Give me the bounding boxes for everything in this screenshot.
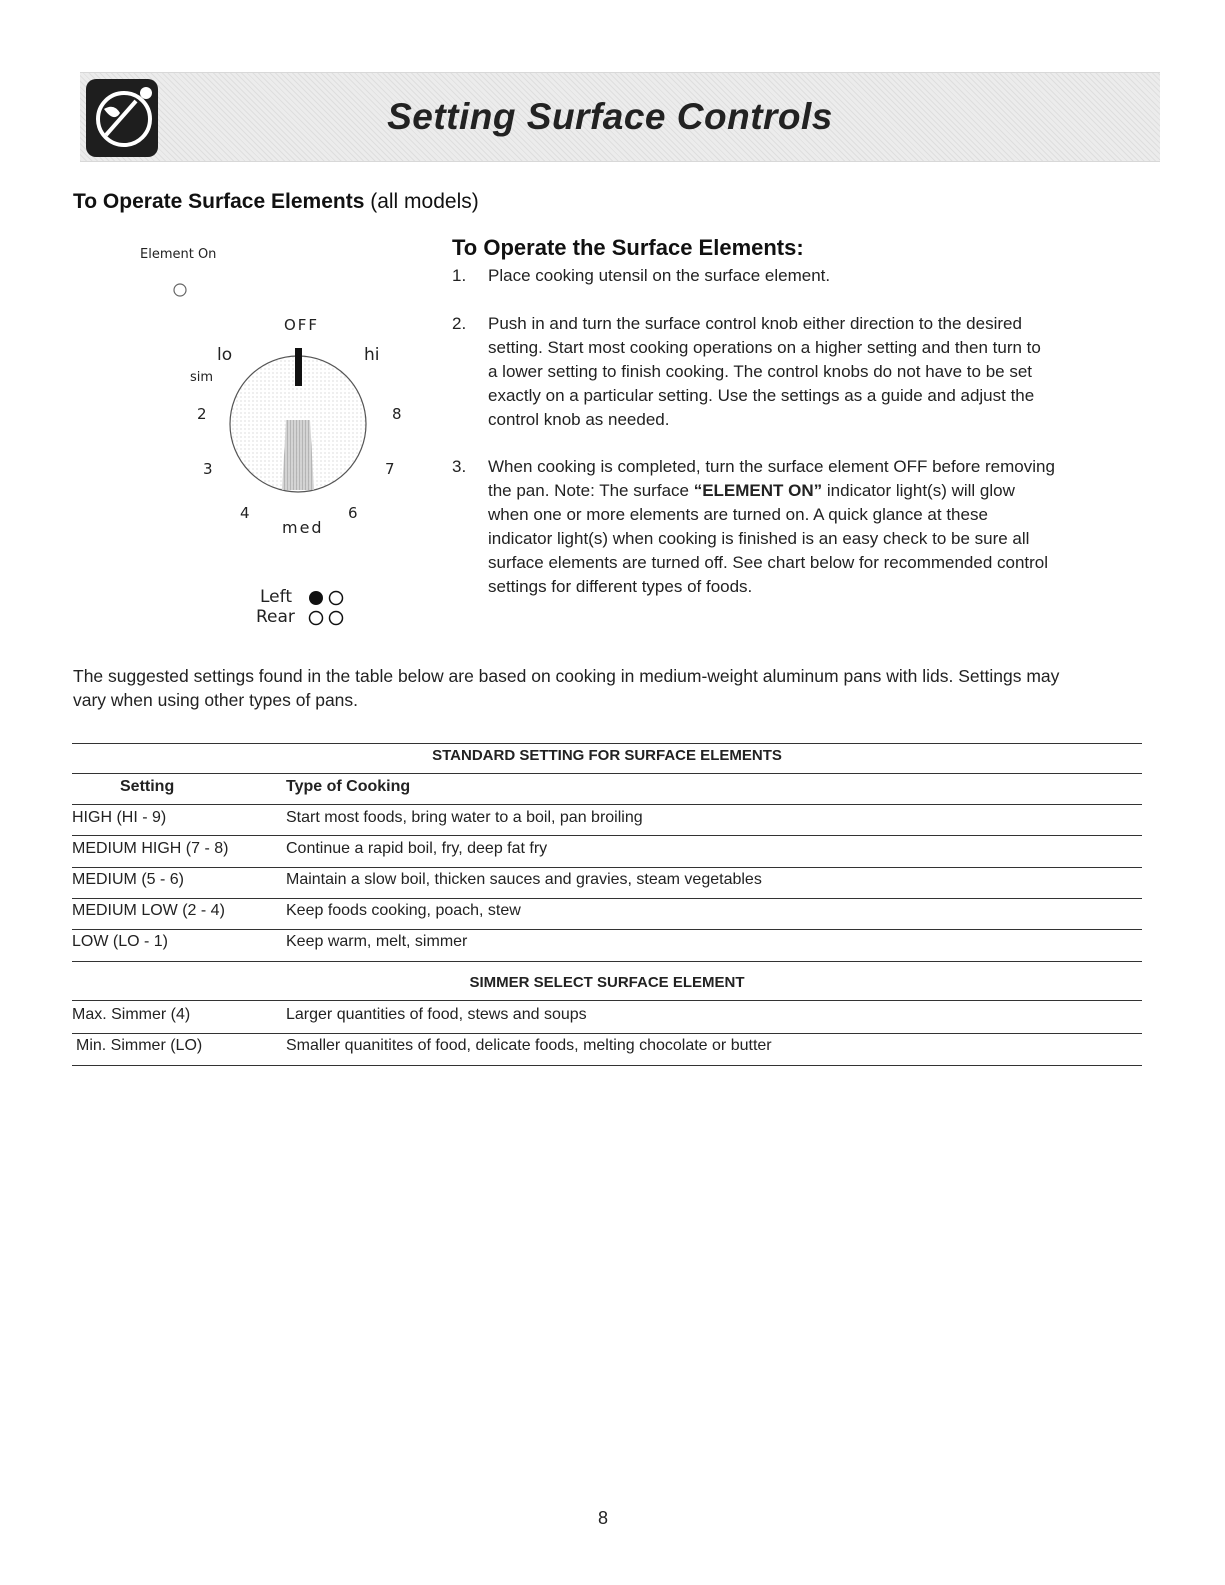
intro-line: The suggested settings found in the table below are based on cooking in medium-weight aluminum pans with lids. Settings may	[73, 666, 1060, 686]
table-cell-type: Continue a rapid boil, fry, deep fat fry	[286, 840, 548, 857]
step-line	[488, 479, 1148, 503]
step-line: Place cooking utensil on the surface element.	[488, 266, 831, 285]
element-on-emphasis: “ELEMENT ON”	[693, 481, 823, 500]
section-heading-sub: (all models)	[370, 190, 479, 213]
surface-control-icon	[86, 79, 158, 157]
step-number: 3.	[452, 457, 467, 476]
table-rule	[72, 804, 1142, 805]
table-rule	[72, 898, 1142, 899]
table-cell-setting: MEDIUM LOW (2 - 4)	[72, 902, 225, 919]
control-knob-icon	[200, 340, 380, 510]
table-rule	[72, 929, 1142, 930]
step-text: indicator light(s) will glow	[822, 481, 1015, 500]
step-number: 1.	[452, 266, 467, 285]
step-text: the pan. Note: The surface	[488, 481, 694, 500]
table-cell-setting: MEDIUM (5 - 6)	[72, 871, 184, 888]
step-line: when one or more elements are turned on. A quick glance at these	[488, 505, 988, 524]
table-cell-setting: HIGH (HI - 9)	[72, 809, 167, 826]
table-cell-setting: Min. Simmer (LO)	[76, 1037, 203, 1054]
table-cell-type: Maintain a slow boil, thicken sauces and gravies, steam vegetables	[286, 871, 762, 888]
dial-label-lo: lo	[217, 345, 233, 365]
table-cell-setting: LOW (LO - 1)	[72, 933, 169, 950]
step-line: indicator light(s) when cooking is finished is an easy check to be sure all	[488, 529, 1030, 548]
table-rule	[72, 1033, 1142, 1034]
table-rule	[72, 743, 1142, 744]
left-indicator-icon	[306, 589, 350, 607]
page-number: 8	[598, 1508, 609, 1528]
element-on-label: Element On	[140, 247, 217, 262]
table-cell-type: Larger quantities of food, stews and soups	[286, 1006, 587, 1023]
column-header-setting: Setting	[120, 778, 175, 795]
element-on-indicator-icon	[170, 280, 190, 300]
dial-label-6: 6	[348, 504, 358, 522]
table-rule	[72, 773, 1142, 774]
dial-label-med: med	[282, 518, 324, 537]
table-cell-type: Keep warm, melt, simmer	[286, 933, 468, 950]
dial-label-off: OFF	[284, 316, 320, 334]
dial-label-3: 3	[203, 460, 213, 478]
table-rule	[72, 1065, 1142, 1066]
dial-label-7: 7	[385, 460, 395, 478]
intro-line: vary when using other types of pans.	[73, 690, 359, 710]
dial-label-2: 2	[197, 405, 207, 423]
step-line: Push in and turn the surface control knob either direction to the desired	[488, 314, 1022, 333]
dial-label-sim: sim	[190, 370, 214, 385]
page-title: Setting Surface Controls	[387, 96, 833, 137]
step-line: settings for different types of foods.	[488, 577, 753, 596]
table-cell-type: Start most foods, bring water to a boil, pan broiling	[286, 809, 643, 826]
left-indicator-label: Left	[260, 587, 292, 607]
rear-indicator-label: Rear	[256, 607, 295, 627]
step-line: setting. Start most cooking operations on a higher setting and then turn to	[488, 338, 1041, 357]
table-rule	[72, 867, 1142, 868]
intro-paragraph	[73, 664, 1148, 712]
step-line: When cooking is completed, turn the surface element OFF before removing	[488, 457, 1055, 476]
step-line: exactly on a particular setting. Use the settings as a guide and adjust the	[488, 386, 1035, 405]
table-rule	[72, 1000, 1142, 1001]
step-line: surface elements are turned off. See chart below for recommended control	[488, 553, 1049, 572]
table-title-standard: STANDARD SETTING FOR SURFACE ELEMENTS	[432, 747, 782, 764]
step-number: 2.	[452, 314, 467, 333]
table-cell-setting: MEDIUM HIGH (7 - 8)	[72, 840, 229, 857]
table-rule	[72, 961, 1142, 962]
dial-label-hi: hi	[364, 345, 380, 365]
table-title-simmer: SIMMER SELECT SURFACE ELEMENT	[469, 974, 745, 991]
column-header-type: Type of Cooking	[286, 778, 411, 795]
dial-label-4: 4	[240, 504, 250, 522]
table-cell-type: Keep foods cooking, poach, stew	[286, 902, 521, 919]
table-cell-setting: Max. Simmer (4)	[72, 1006, 191, 1023]
operate-heading: To Operate the Surface Elements:	[452, 235, 804, 260]
step-line: a lower setting to finish cooking. The control knobs do not have to be set	[488, 362, 1033, 381]
table-rule	[72, 835, 1142, 836]
table-cell-type: Smaller quanitites of food, delicate foods, melting chocolate or butter	[286, 1037, 772, 1054]
rear-indicator-icon	[306, 609, 350, 627]
section-heading-bold: To Operate Surface Elements	[73, 190, 365, 213]
step-line: control knob as needed.	[488, 410, 670, 429]
section-heading	[73, 190, 479, 214]
dial-label-8: 8	[392, 405, 402, 423]
